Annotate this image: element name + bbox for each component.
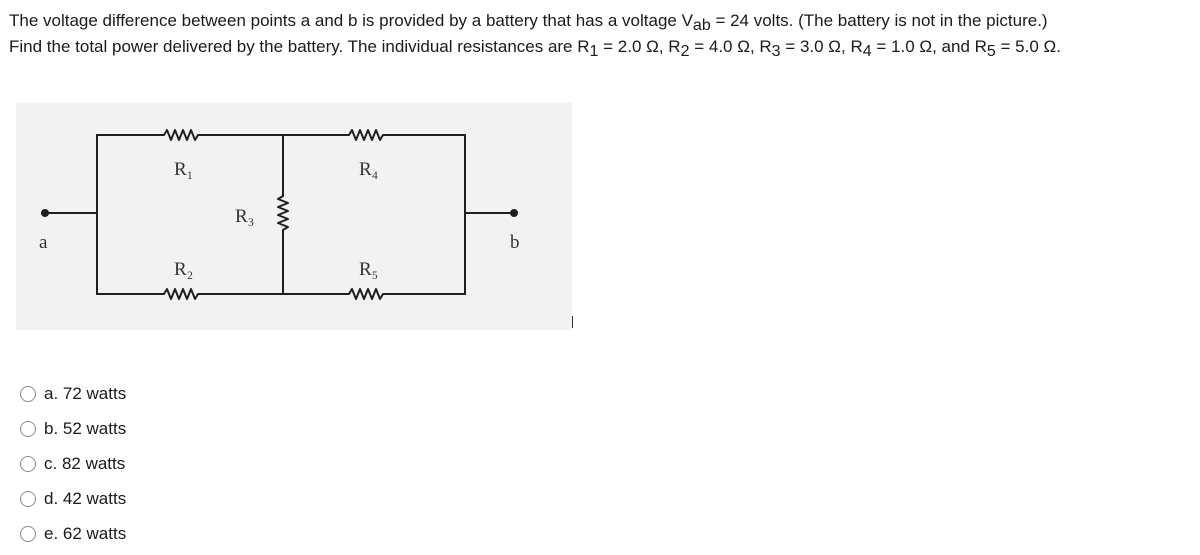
r2-value: = 4.0 Ω, R <box>689 37 772 56</box>
r3-value: = 3.0 Ω, R <box>780 37 863 56</box>
r1-subscript: 1 <box>589 43 599 60</box>
r4-subscript: 4 <box>862 43 872 60</box>
r4-value: = 1.0 Ω, and R <box>871 37 987 56</box>
r3-label: R₃ <box>235 206 255 227</box>
choice-d[interactable] <box>20 481 126 516</box>
choice-a[interactable] <box>20 376 126 411</box>
choice-label: e. 62 watts <box>44 523 127 543</box>
r2-label: R₂ <box>174 259 194 280</box>
resistor-r3 <box>278 135 288 294</box>
r3-subscript: 3 <box>771 43 781 60</box>
text-cursor <box>572 316 573 328</box>
choice-label: b. 52 watts <box>44 418 127 438</box>
question-text <box>9 8 1197 60</box>
answer-choices <box>20 376 126 551</box>
question-line-2 <box>9 34 1197 60</box>
choice-label: c. 82 watts <box>44 453 126 473</box>
radio-button[interactable] <box>20 421 36 437</box>
resistor-r2 <box>97 289 283 299</box>
r5-subscript: 5 <box>986 43 996 60</box>
r4-label: R₄ <box>359 159 379 180</box>
question-line-1-text: The voltage difference between points a and b is provided by a battery that has a voltage V <box>9 11 693 30</box>
terminal-b-dot <box>510 209 518 217</box>
radio-button[interactable] <box>20 491 36 507</box>
radio-button[interactable] <box>20 456 36 472</box>
terminal-a-dot <box>41 209 49 217</box>
r5-label: R₅ <box>359 259 379 280</box>
r1-label: R₁ <box>174 159 194 180</box>
node-a-label: a <box>39 232 48 253</box>
radio-button[interactable] <box>20 526 36 542</box>
resistor-r5 <box>283 289 465 299</box>
question-line-2-text: Find the total power delivered by the battery. The individual resistances are R <box>9 37 590 56</box>
question-line-1-tail: = 24 volts. (The battery is not in the picture.) <box>710 11 1048 30</box>
circuit-diagram <box>16 103 572 330</box>
radio-button[interactable] <box>20 386 36 402</box>
circuit-svg <box>16 103 572 330</box>
choice-c[interactable] <box>20 446 126 481</box>
r2-subscript: 2 <box>680 43 690 60</box>
choice-e[interactable] <box>20 516 126 551</box>
choice-label: a. 72 watts <box>44 383 127 403</box>
choice-b[interactable] <box>20 411 126 446</box>
question-line-1 <box>9 8 1197 34</box>
r1-value: = 2.0 Ω, R <box>598 37 681 56</box>
choice-label: d. 42 watts <box>44 488 127 508</box>
r5-value: = 5.0 Ω. <box>995 37 1061 56</box>
resistor-r4 <box>283 130 465 140</box>
resistor-r1 <box>97 130 283 140</box>
vab-subscript: ab <box>692 17 711 34</box>
node-b-label: b <box>510 232 520 253</box>
